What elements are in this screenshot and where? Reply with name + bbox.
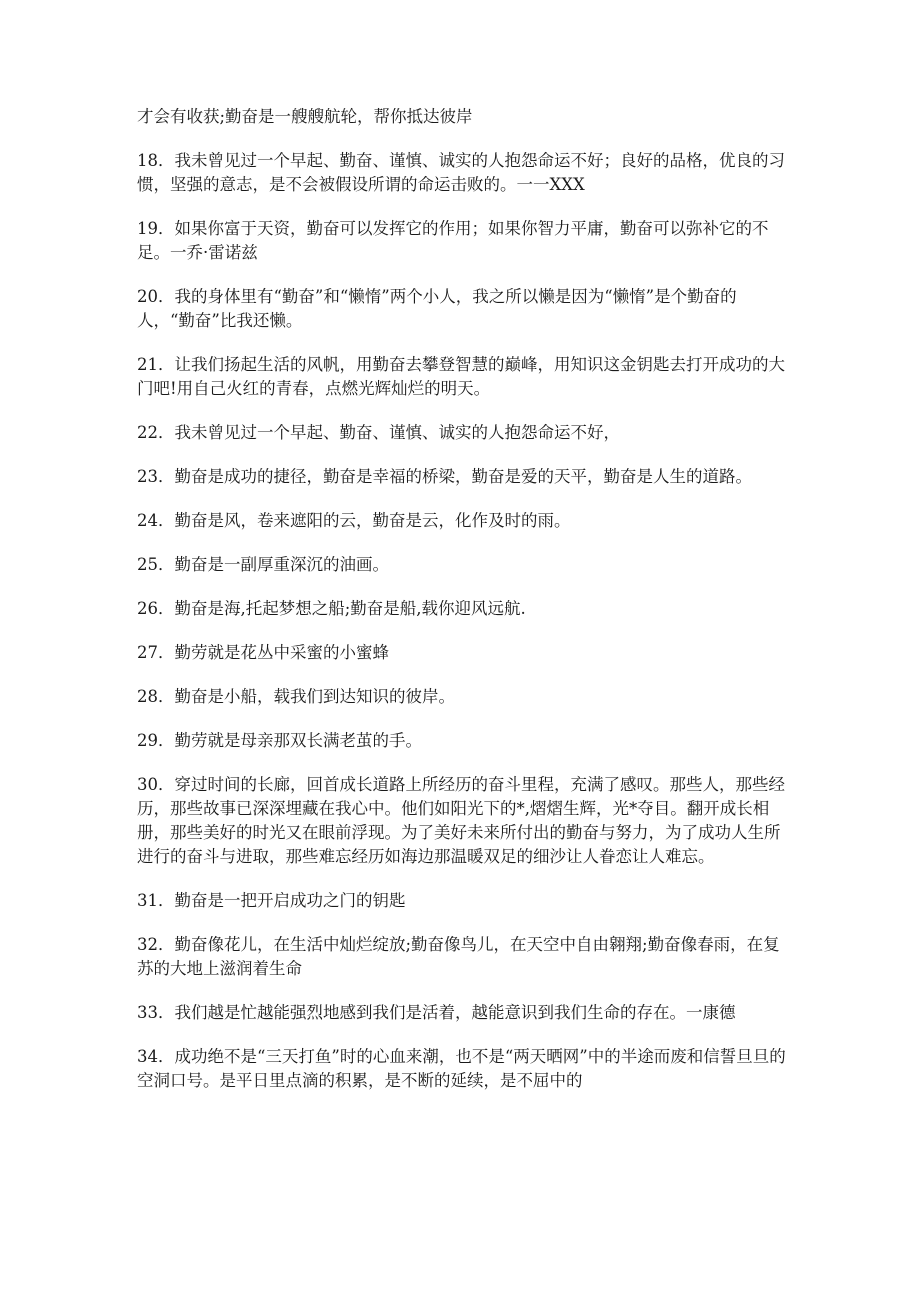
item-text: ．勤奋是成功的捷径，勤奋是幸福的桥梁，勤奋是爱的天平，勤奋是人生的道路。 bbox=[158, 467, 752, 486]
list-item bbox=[137, 1045, 787, 1093]
item-text: ．勤奋像花儿，在生活中灿烂绽放;勤奋像鸟儿，在天空中自由翱翔;勤奋像春雨，在复苏的大地上滋润着生命 bbox=[137, 935, 780, 978]
list-item bbox=[137, 597, 787, 621]
list-item bbox=[137, 933, 787, 981]
paragraph-continuation bbox=[137, 105, 787, 129]
list-item bbox=[137, 729, 787, 753]
item-number: 28 bbox=[137, 687, 158, 706]
list-item bbox=[137, 641, 787, 665]
list-item bbox=[137, 1001, 787, 1025]
item-text: ．勤奋是小船，载我们到达知识的彼岸。 bbox=[158, 687, 455, 706]
list-item bbox=[137, 553, 787, 577]
list-item bbox=[137, 509, 787, 533]
document-body bbox=[137, 105, 787, 1113]
item-text: ．勤奋是风，卷来遮阳的云，勤奋是云，化作及时的雨。 bbox=[158, 511, 571, 530]
list-item bbox=[137, 685, 787, 709]
item-number: 34 bbox=[137, 1047, 158, 1066]
item-number: 23 bbox=[137, 467, 158, 486]
item-number: 20 bbox=[137, 287, 158, 306]
item-text: ．勤奋是海,托起梦想之船;勤奋是船,载你迎风远航. bbox=[158, 599, 526, 618]
list-item bbox=[137, 217, 787, 265]
item-text: ．穿过时间的长廊，回首成长道路上所经历的奋斗里程，充满了感叹。那些人，那些经历，那些故事已深深埋藏在我心中。他们如阳光下的*,熠熠生辉，光*夺目。翻开成长相册，那些美好的时光又在眼前浮现。为了美好未来所付出的勤奋与努力，为了成功人生所进行的奋斗与进取，那些难忘经历如海边那温暖双足的细沙让人眷恋让人难忘。 bbox=[137, 775, 785, 866]
list-item bbox=[137, 149, 787, 197]
item-number: 30 bbox=[137, 775, 158, 794]
item-number: 32 bbox=[137, 935, 158, 954]
item-number: 18 bbox=[137, 151, 158, 170]
item-number: 24 bbox=[137, 511, 158, 530]
item-text: ．勤劳就是花丛中采蜜的小蜜蜂 bbox=[158, 643, 389, 662]
item-number: 29 bbox=[137, 731, 158, 750]
item-text: ．我们越是忙越能强烈地感到我们是活着，越能意识到我们生命的存在。一康德 bbox=[158, 1003, 736, 1022]
paragraph-text: 才会有收获;勤奋是一艘艘航轮，帮你抵达彼岸 bbox=[137, 107, 473, 126]
list-item bbox=[137, 421, 787, 445]
list-item bbox=[137, 889, 787, 913]
item-text: ．我的身体里有“勤奋”和“懒惰”两个小人，我之所以懒是因为“懒惰”是个勤奋的人，“勤奋”比我还懒。 bbox=[137, 287, 737, 330]
item-number: 26 bbox=[137, 599, 158, 618]
item-text: ．我未曾见过一个早起、勤奋、谨慎、诚实的人抱怨命运不好， bbox=[158, 423, 620, 442]
item-number: 25 bbox=[137, 555, 158, 574]
list-item bbox=[137, 353, 787, 401]
item-text: ．勤劳就是母亲那双长满老茧的手。 bbox=[158, 731, 422, 750]
item-number: 21 bbox=[137, 355, 158, 374]
item-number: 27 bbox=[137, 643, 158, 662]
item-text: ．勤奋是一副厚重深沉的油画。 bbox=[158, 555, 389, 574]
item-number: 22 bbox=[137, 423, 158, 442]
item-text: ．如果你富于天资，勤奋可以发挥它的作用；如果你智力平庸，勤奋可以弥补它的不足。一乔·雷诺兹 bbox=[137, 219, 769, 262]
item-text: ．我未曾见过一个早起、勤奋、谨慎、诚实的人抱怨命运不好；良好的品格，优良的习惯，坚强的意志，是不会被假设所谓的命运击败的。一一XXX bbox=[137, 151, 785, 194]
list-item bbox=[137, 465, 787, 489]
item-text: ．成功绝不是“三天打鱼”时的心血来潮，也不是“两天晒网”中的半途而废和信誓旦旦的空洞口号。是平日里点滴的积累，是不断的延续，是不屈中的 bbox=[137, 1047, 786, 1090]
item-text: ．勤奋是一把开启成功之门的钥匙 bbox=[158, 891, 406, 910]
item-number: 19 bbox=[137, 219, 158, 238]
item-text: ．让我们扬起生活的风帆，用勤奋去攀登智慧的巅峰，用知识这金钥匙去打开成功的大门吧!用自己火红的青春，点燃光辉灿烂的明天。 bbox=[137, 355, 785, 398]
item-number: 33 bbox=[137, 1003, 158, 1022]
item-number: 31 bbox=[137, 891, 158, 910]
list-item bbox=[137, 773, 787, 869]
list-item bbox=[137, 285, 787, 333]
